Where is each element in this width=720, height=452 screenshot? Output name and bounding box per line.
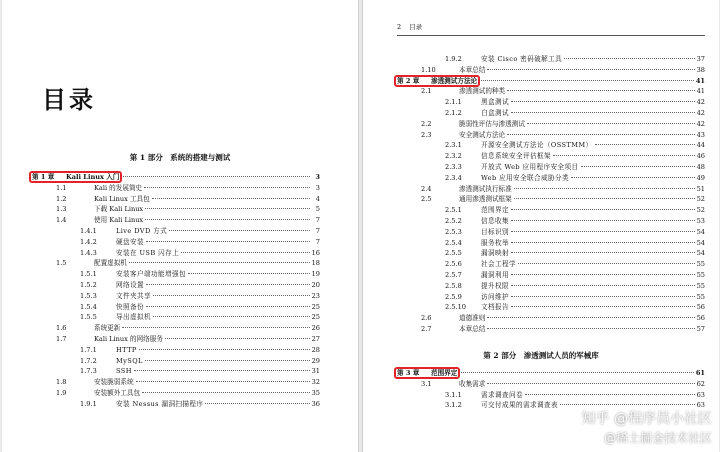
dot-leader (153, 316, 310, 317)
toc-entry (32, 291, 320, 302)
toc-entry-page: 28 (311, 345, 320, 354)
toc-entry-number: 2.4 (421, 184, 432, 193)
toc-entry-number: 2.7 (421, 324, 432, 333)
toc-entry (397, 238, 705, 249)
dot-leader (511, 296, 695, 297)
toc-entry (32, 366, 320, 377)
toc-entry-page: 19 (311, 270, 320, 279)
dot-leader (146, 284, 310, 285)
toc-entry (397, 162, 705, 173)
toc-entry-page: 18 (311, 259, 320, 268)
toc-entry-title: 通用渗透测试框架 (459, 195, 512, 204)
dot-leader (145, 219, 310, 220)
toc-entry-page: 35 (311, 388, 320, 397)
running-header (397, 22, 705, 36)
toc-entry-number: 2.5 (421, 195, 432, 204)
toc-entry (397, 205, 705, 216)
toc-entry-page: 7 (315, 216, 320, 225)
dot-leader (487, 69, 694, 70)
toc-entry-title: Live DVD 方式 (116, 226, 168, 235)
dot-leader (142, 392, 309, 393)
toc-entry-page: 48 (696, 162, 705, 171)
toc-entry-number: 第 3 章 (397, 369, 420, 377)
toc-entry-number: 1.5.3 (80, 291, 97, 300)
toc-entry-page: 62 (696, 379, 705, 388)
dot-leader (165, 338, 310, 339)
toc-entry-title: 需求调查问卷 (481, 390, 523, 399)
toc-entry-number: 2.3.4 (445, 173, 462, 182)
toc-entry (397, 108, 705, 119)
dot-leader (511, 220, 695, 221)
toc-entry-title: 信息系统安全评估框架 (481, 152, 551, 161)
toc-entry (397, 390, 705, 401)
page-number: 2 (397, 23, 402, 31)
toc-entry-number: 2.5.9 (445, 292, 462, 301)
toc-entry-number: 3.1 (421, 379, 432, 388)
toc-entry (397, 151, 705, 162)
dot-leader (560, 404, 695, 405)
toc-entry-number: 1.3 (56, 205, 67, 214)
toc-entry-title: Kali Linux 入门 (66, 173, 120, 181)
toc-entry-page: 42 (696, 98, 705, 107)
toc-entry (32, 356, 320, 367)
dot-leader (553, 155, 695, 156)
toc-entry-number: 1.8 (56, 378, 67, 387)
toc-entry-page: 29 (311, 356, 320, 365)
toc-entry-page: 32 (311, 378, 320, 387)
toc-chapter-entry (397, 368, 705, 379)
toc-entry-number: 1.9 (56, 388, 67, 397)
toc-entry-number: 2.6 (421, 314, 432, 323)
toc-entry (32, 248, 320, 259)
dot-leader (595, 144, 695, 145)
toc-entry-page: 55 (696, 260, 705, 269)
dot-leader (205, 403, 309, 404)
dot-leader (514, 188, 695, 189)
toc-entry-title: 硬盘安装 (116, 237, 144, 246)
toc-entry-page: 16 (311, 248, 320, 257)
toc-entry-title: 下载 Kali Linux (94, 205, 144, 214)
toc-entry-title: 白盒测试 (481, 108, 509, 117)
toc-entry-title: 渗透测试方法论 (431, 76, 478, 85)
toc-entry-number: 2.1 (421, 87, 432, 96)
dot-leader (146, 241, 310, 242)
toc-entry-title: 收集需求 (459, 379, 486, 388)
toc-entry-title: 安装脆弱系统 (94, 378, 134, 387)
toc-entry-page: 37 (696, 55, 705, 63)
watermark-juejin: @稀土掘金技术社区 (603, 431, 712, 445)
toc-entry-page: 7 (315, 237, 320, 246)
toc-entry-number: 1.5.4 (80, 302, 97, 311)
toc-entry-number: 1.6 (56, 324, 67, 333)
dot-leader (487, 317, 694, 318)
toc-entry (397, 119, 705, 130)
toc-entry (32, 323, 320, 334)
toc-entry (397, 216, 705, 227)
dot-leader (487, 383, 694, 384)
toc-entry-page: 56 (696, 303, 705, 312)
toc-entry-page: 57 (696, 324, 705, 333)
toc-entry-number: 2.3.3 (445, 162, 462, 171)
dot-leader (571, 177, 695, 178)
toc-entry-title: 范围界定 (431, 369, 458, 377)
dot-leader (152, 198, 310, 199)
dot-leader (188, 273, 310, 274)
dot-leader (511, 209, 695, 210)
toc-entry (32, 237, 320, 248)
toc-entry (32, 194, 320, 205)
toc-entry-page: 4 (315, 194, 320, 203)
toc-entry-page: 43 (696, 130, 705, 139)
left-page (2, 0, 359, 452)
toc-list-left (32, 172, 320, 410)
toc-entry-page: 52 (696, 195, 705, 204)
toc-entry-title: HTTP (116, 345, 137, 354)
dot-leader (136, 381, 310, 382)
toc-entry-page: 38 (696, 65, 705, 74)
toc-entry-page: 54 (696, 227, 705, 236)
toc-entry-number: 1.4.1 (80, 226, 97, 235)
dot-leader (527, 123, 695, 124)
toc-entry-page: 63 (696, 401, 705, 410)
toc-entry-number: 1.4.2 (80, 237, 97, 246)
dot-leader (511, 242, 695, 243)
toc-entry-page: 27 (311, 334, 320, 343)
toc-entry-number: 1.7.1 (80, 345, 97, 354)
toc-entry-title: 本章总结 (459, 65, 486, 74)
toc-entry-title: 安全测试方法论 (459, 130, 506, 139)
toc-entry-number: 2.5.4 (445, 238, 462, 247)
toc-entry-title: 渗透测试执行标准 (459, 184, 512, 193)
toc-entry-number: 1.7 (56, 334, 67, 343)
toc-entry-page: 26 (311, 324, 320, 333)
toc-entry-title: 脆弱性评估与渗透测试 (459, 119, 525, 128)
toc-entry-number: 1.5 (56, 259, 67, 268)
toc-entry-page: 55 (696, 281, 705, 290)
toc-entry-number: 第 1 章 (32, 173, 55, 181)
toc-entry-page: 54 (696, 249, 705, 258)
toc-entry-number: 2.1.2 (445, 108, 462, 117)
toc-entry-number: 1.9.1 (80, 399, 97, 408)
right-page (362, 0, 719, 452)
dot-leader (518, 263, 695, 264)
toc-entry-title: 使用 Kali Linux (94, 216, 144, 225)
toc-entry-number: 1.10 (421, 65, 436, 74)
dot-leader (487, 328, 694, 329)
part-1-heading: 第 1 部分 系统的搭建与测试 (129, 153, 231, 162)
toc-entry-number: 1.7.3 (80, 367, 97, 376)
toc-entry-title: 文件夹共享 (116, 291, 151, 300)
dot-leader (507, 90, 694, 91)
toc-entry-title: 道德准则 (459, 314, 486, 323)
toc-entry-number: 1.9.2 (445, 55, 462, 63)
toc-entry-page: 3 (315, 173, 320, 181)
toc-entry-page: 51 (696, 184, 705, 193)
toc-entry-title: 黑盒测试 (481, 98, 509, 107)
toc-entry-page: 56 (696, 314, 705, 323)
dot-leader (511, 231, 695, 232)
toc-entry (32, 399, 320, 410)
toc-entry (397, 259, 705, 270)
toc-entry (32, 215, 320, 226)
toc-entry-title: Kali 的发展简史 (94, 183, 143, 192)
toc-entry-page: 25 (311, 302, 320, 311)
toc-entry (32, 258, 320, 269)
toc-entry-page: 55 (696, 292, 705, 301)
toc-entry (397, 379, 705, 390)
toc-entry (32, 204, 320, 215)
toc-entry-title: 漏洞映射 (481, 249, 509, 258)
dot-leader (139, 349, 310, 350)
dot-leader (122, 327, 309, 328)
dot-leader (144, 187, 310, 188)
toc-entry (397, 130, 705, 141)
toc-entry (32, 269, 320, 280)
dot-leader (511, 306, 695, 307)
toc-entry-number: 2.5.8 (445, 281, 462, 290)
toc-entry-title: 安装 Nessus 漏洞扫描程序 (116, 399, 204, 408)
toc-entry-number: 1.5.2 (80, 280, 97, 289)
dot-leader (525, 394, 695, 395)
toc-entry (32, 280, 320, 291)
toc-entry (397, 140, 705, 151)
toc-entry-number: 2.5.7 (445, 270, 462, 279)
toc-entry-title: 目标识别 (481, 227, 509, 236)
toc-entry-number: 2.2 (421, 119, 432, 128)
toc-entry (32, 377, 320, 388)
toc-entry (397, 281, 705, 292)
toc-entry-title: 安装在 USB 闪存上 (116, 248, 180, 257)
toc-entry (397, 194, 705, 205)
toc-entry-page: 42 (696, 108, 705, 117)
dot-leader (511, 112, 695, 113)
toc-entry-number: 1.1 (56, 183, 67, 192)
toc-entry (397, 86, 705, 97)
toc-entry (397, 184, 705, 195)
toc-entry-number: 1.7.2 (80, 356, 97, 365)
dot-leader (511, 274, 695, 275)
toc-entry-title: 社会工程学 (481, 260, 516, 269)
toc-entry-number: 2.1.1 (445, 98, 462, 107)
dot-leader (479, 80, 694, 81)
toc-entry-title: 访问维护 (481, 292, 509, 301)
toc-entry-number: 1.5.1 (80, 270, 97, 279)
toc-entry-title: 提升权限 (481, 281, 509, 290)
toc-list-right-bottom (397, 368, 705, 411)
toc-entry-number: 2.5.6 (445, 260, 462, 269)
highlight-box (29, 171, 122, 183)
toc-entry-title: 渗透测试的种类 (459, 87, 506, 96)
toc-entry (32, 302, 320, 313)
dot-leader (181, 252, 310, 253)
toc-entry-number: 1.4.3 (80, 248, 97, 257)
toc-chapter-entry (32, 172, 320, 183)
toc-entry (397, 270, 705, 281)
toc-entry (32, 183, 320, 194)
toc-entry-title: 信息收集 (481, 216, 509, 225)
toc-entry-page: 55 (696, 270, 705, 279)
toc-entry-page: 52 (696, 206, 705, 215)
dot-leader (129, 262, 310, 263)
dot-leader (134, 370, 310, 371)
toc-entry-page: 63 (696, 390, 705, 399)
toc-entry-title: Kali Linux 工具包 (94, 194, 150, 203)
toc-entry (397, 324, 705, 335)
toc-entry-page: 46 (696, 152, 705, 161)
toc-entry-title: 配置虚拟机 (94, 259, 127, 268)
toc-entry (397, 302, 705, 313)
toc-entry (397, 97, 705, 108)
dot-leader (459, 372, 693, 373)
toc-entry-title: 系统更新 (94, 324, 121, 333)
toc-entry-title: 开源安全测试方法论（OSSTMM） (481, 141, 593, 150)
toc-entry-page: 53 (696, 216, 705, 225)
toc-entry-page: 61 (695, 369, 705, 377)
toc-entry (397, 65, 705, 76)
highlight-box (394, 75, 480, 87)
toc-entry-title: Kali Linux 的网络服务 (94, 334, 163, 343)
toc-title: 目录 (42, 86, 96, 114)
toc-entry (397, 313, 705, 324)
toc-entry-number: 2.5.10 (445, 303, 466, 312)
toc-entry-number: 1.2 (56, 194, 67, 203)
dot-leader (514, 198, 695, 199)
toc-entry (32, 334, 320, 345)
toc-entry-title: 可交付成果的需求调查表 (481, 401, 558, 410)
toc-entry-title: Web 应用安全联合威胁分类 (481, 173, 569, 182)
dot-leader (145, 208, 310, 209)
toc-entry-page: 23 (311, 291, 320, 300)
toc-entry-number: 2.5.5 (445, 249, 462, 258)
toc-entry-title: SSH (116, 367, 132, 376)
toc-entry-title: 安装 Cisco 密码破解工具 (481, 55, 563, 63)
toc-entry-title: 网络设置 (116, 280, 144, 289)
toc-entry (32, 345, 320, 356)
dot-leader (169, 230, 310, 231)
toc-chapter-entry (397, 76, 705, 87)
toc-entry-title: 安装额外工具包 (94, 388, 141, 397)
toc-entry-number: 2.5.2 (445, 216, 462, 225)
toc-entry-page: 49 (696, 173, 705, 182)
toc-entry-page: 41 (695, 76, 705, 85)
toc-list-right-top (397, 54, 705, 335)
watermark-zhihu: 知乎 @程序员小社区 (581, 411, 712, 427)
toc-entry-title: 安装客户端功能增强包 (116, 270, 186, 279)
toc-entry-title: 文档报告 (481, 303, 509, 312)
toc-entry-number: 2.5.1 (445, 206, 462, 215)
toc-entry (397, 173, 705, 184)
part-2-heading: 第 2 部分 渗透测试人员的军械库 (483, 351, 599, 360)
toc-entry (397, 248, 705, 259)
toc-entry-title: 漏洞利用 (481, 270, 509, 279)
toc-entry-page: 44 (696, 141, 705, 150)
toc-entry-title: MySQL (116, 356, 143, 365)
toc-entry-title: 开放式 Web 应用程序安全项目 (481, 162, 579, 171)
dot-leader (121, 176, 310, 177)
toc-entry-title: 导出虚拟机 (116, 313, 151, 322)
toc-entry-number: 2.3.2 (445, 152, 462, 161)
toc-entry-page: 31 (311, 367, 320, 376)
toc-entry-page: 20 (311, 280, 320, 289)
toc-entry-page: 7 (315, 226, 320, 235)
toc-entry (32, 312, 320, 323)
dot-leader (507, 134, 694, 135)
dot-leader (511, 252, 695, 253)
toc-entry-page: 41 (696, 87, 705, 96)
toc-entry-number: 3.1.2 (445, 401, 462, 410)
toc-entry-number: 第 2 章 (397, 76, 420, 85)
dot-leader (511, 101, 695, 102)
dot-leader (564, 58, 694, 59)
toc-entry-number: 2.3.1 (445, 141, 462, 150)
toc-entry-page: 36 (311, 399, 320, 408)
toc-entry-page: 5 (315, 205, 320, 214)
toc-entry-page: 25 (311, 313, 320, 322)
toc-entry-title: 范围界定 (481, 206, 509, 215)
toc-entry-page: 42 (696, 119, 705, 128)
highlight-box (394, 367, 460, 379)
toc-entry-title: 本章总结 (459, 324, 486, 333)
toc-entry (397, 227, 705, 238)
toc-entry-number: 1.4 (56, 216, 67, 225)
toc-entry-number: 2.3 (421, 130, 432, 139)
toc-entry-page: 54 (696, 238, 705, 247)
toc-entry (397, 54, 705, 65)
toc-entry (32, 226, 320, 237)
toc-entry (32, 388, 320, 399)
dot-leader (145, 360, 310, 361)
toc-entry-title: 服务枚举 (481, 238, 509, 247)
toc-entry (397, 292, 705, 303)
toc-entry-number: 3.1.1 (445, 390, 462, 399)
dot-leader (511, 285, 695, 286)
dot-leader (153, 295, 310, 296)
toc-entry-page: 3 (315, 183, 320, 192)
running-header-title: 目录 (409, 23, 423, 31)
dot-leader (581, 166, 695, 167)
toc-entry-number: 1.5.5 (80, 313, 97, 322)
toc-entry-title: 快照备份 (116, 302, 144, 311)
toc-entry-number: 2.5.3 (445, 227, 462, 236)
dot-leader (146, 306, 310, 307)
